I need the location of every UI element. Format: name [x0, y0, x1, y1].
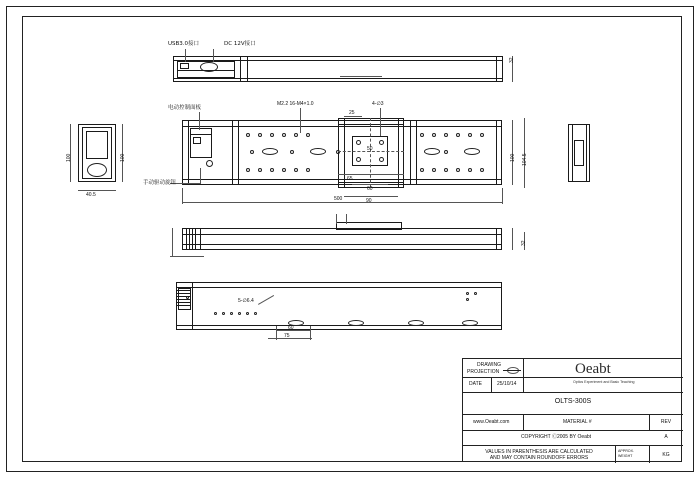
dim-right-104-5: 104.5: [522, 153, 528, 166]
label-projection: PROJECTION: [467, 369, 500, 375]
label-date: DATE: [469, 381, 482, 387]
annotation-manual-knob: 手动驱动旋钮: [143, 180, 177, 186]
website: www.Oeabt.com: [473, 419, 510, 425]
callout-4-d3: 4-∅3: [372, 101, 384, 107]
title-block: [462, 358, 682, 462]
part-number: OLTS-300S: [554, 398, 592, 405]
tolerance-note-1: VALUES IN PARENTHESIS ARE CALCULATED: [485, 449, 593, 455]
dim-bottom-60: 60: [288, 325, 294, 331]
dim-90: 90: [366, 198, 372, 204]
approx-weight-label2: WEIGHT: [618, 454, 633, 458]
label-drawing: DRAWING: [477, 362, 501, 368]
dim-right-100: 100: [510, 153, 516, 162]
approx-weight-label: APPROX.: [618, 449, 634, 453]
value-date: 25/10/14: [497, 381, 517, 387]
copyright-note: COPYRIGHT Ⓒ2005 BY Oeabt: [520, 434, 592, 440]
dim-bottom-75: 75: [284, 333, 290, 339]
dim-65: 65: [347, 176, 353, 182]
dim-60: 60: [367, 186, 373, 192]
dim-total-500: 500: [334, 196, 343, 202]
annotation-control-panel: 电动控制面板: [168, 105, 202, 111]
dim-50: 50: [367, 146, 373, 152]
callout-5-d6-4: 5-∅6.4: [238, 298, 254, 304]
callout-m4-thread: M2.2 16-M4×1.0: [277, 101, 314, 107]
dim-top-32: 32: [509, 57, 515, 63]
annotation-dc-port: DC 12V接口: [224, 41, 256, 47]
rev-label: REV: [660, 419, 672, 425]
brand-logo: Oeabt: [575, 361, 611, 377]
weight-unit: KG: [662, 452, 670, 458]
dim-side-32: 32: [521, 240, 527, 246]
material-label: MATERIAL #: [563, 419, 592, 425]
rev-value: A: [664, 434, 668, 440]
dim-25: 25: [349, 110, 355, 116]
dim-left-width-40-5: 40.5: [86, 192, 96, 198]
tolerance-note-2: AND MAY CONTAIN ROUNDOFF ERRORS: [489, 455, 589, 461]
dim-left-100: 100: [66, 153, 72, 162]
brand-tagline: Optics Experiment and Basic Teaching: [573, 380, 635, 384]
dim-left-100b: 100: [120, 153, 126, 162]
annotation-usb-port: USB3.0接口: [168, 41, 200, 47]
